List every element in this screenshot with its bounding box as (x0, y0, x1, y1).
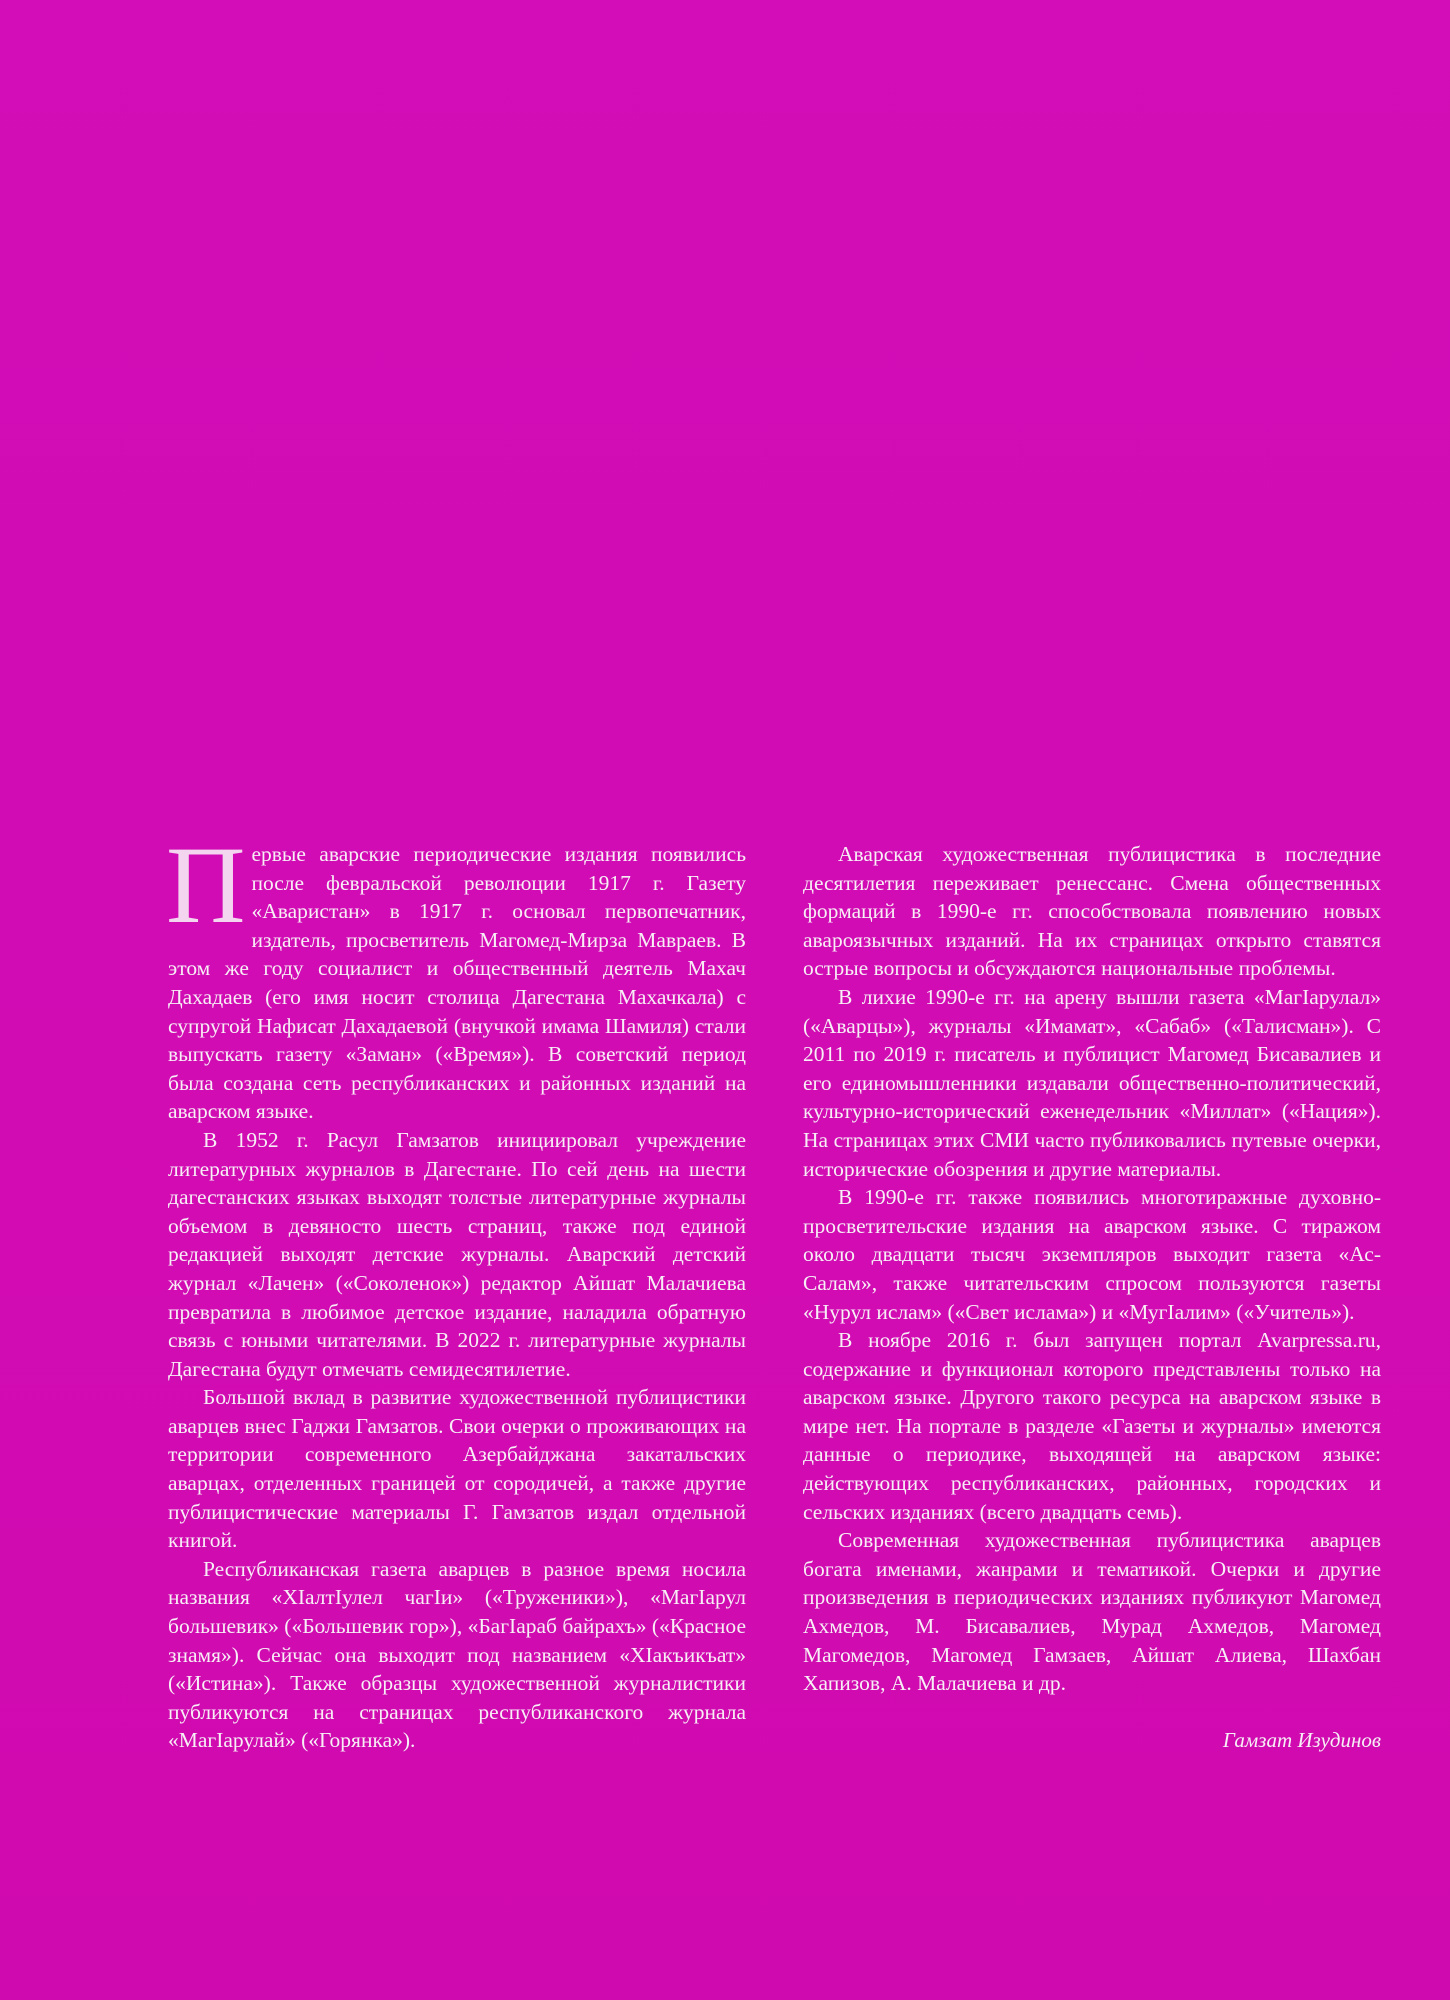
article-columns (166, 824, 1381, 1755)
paragraph: Республиканская газета аварцев в разное время носила названия «ХIалтIулел чагIи» («Труженики»), «МагIарул большевик» («Большевик гор»), «БагIараб байрахъ» («Красное знамя»). Сейчас она выходит под названием «ХIакъикъат» («Истина»). Также образцы художественной журналистики публикуются на страницах республиканского журнала «МагIарулай» («Горянка»). (168, 1556, 746, 1753)
paragraph: В лихие 1990-е гг. на арену вышли газета «МагIарулал» («Аварцы»), журналы «Имамат», «Сабаб» («Талисман»). С 2011 по 2019 г. писатель и публицист Магомед Бисавалиев и его единомышленники издавали общественно-политический, культурно-исторический еженедельник «Миллат» («Нация»). На страницах этих СМИ часто публиковались путевые очерки, исторические обозрения и другие материалы. (803, 984, 1381, 1181)
right-column (803, 840, 1381, 1755)
paragraph-text: ервые аварские периодические издания появились после февральской революции 1917 г. Газету «Аваристан» в 1917 г. основал первопечатник, издатель, просветитель Магомед-Мирза Мавраев. В этом же году социалист и общественный деятель Махач Дахадаев (его имя носит столица Дагестана Махачкала) с супругой Нафисат Дахадаевой (внучкой имама Шамиля) стали выпускать газету «Заман» («Время»). В советский период была создана сеть республиканских и районных изданий на аварском языке. (168, 842, 746, 1124)
paragraph: Большой вклад в развитие художественной публицистики аварцев внес Гаджи Гамзатов. Свои очерки о проживающих на территории современного Азербайджана закатальских аварцах, отделенных границей от сородичей, а также другие публицистические материалы Г. Гамзатов издал отдельной книгой. (168, 1385, 746, 1553)
paragraph: В 1952 г. Расул Гамзатов инициировал учреждение литературных журналов в Дагестане. По сей день на шести дагестанских языках выходят толстые литературные журналы объемом в девяносто шесть страниц, также под единой редакцией выходят детские журналы. Аварский детский журнал «Лачен» («Соколенок») редактор Айшат Малачиева превратила в любимое детское издание, наладила обратную связь с юными читателями. В 2022 г. литературные журналы Дагестана будут отмечать семидесятилетие. (168, 1127, 746, 1381)
paragraph: Современная художественная публицистика аварцев богата именами, жанрами и тематикой. Очерки и другие произведения в периодических изданиях публикуют Магомед Ахмедов, М. Бисавалиев, Мурад Ахмедов, Магомед Магомедов, Магомед Гамзаев, Айшат Алиева, Шахбан Хапизов, А. Малачиева и др. (803, 1528, 1381, 1696)
paragraph: В ноябре 2016 г. был запущен портал Avarpressa.ru, содержание и функционал которого представлены только на аварском языке. Другого такого ресурса на аварском языке в мире нет. На портале в разделе «Газеты и журналы» имеются данные о периодике, выходящей на аварском языке: действующих республиканских, районных, городских и сельских изданиях (всего двадцать семь). (803, 1328, 1381, 1524)
drop-cap: П (166, 824, 246, 946)
author-signature: Гамзат Изудинов (1222, 1727, 1381, 1752)
left-column (166, 824, 746, 1755)
paragraph: Аварская художественная публицистика в последние десятилетия переживает ренессанс. Смена общественных формаций в 1990-е гг. способствовала появлению новых авароязычных изданий. На их страницах открыто ставятся острые вопросы и обсуждаются национальные проблемы. (803, 842, 1381, 981)
paragraph: В 1990-е гг. также появились многотиражные духовно-просветительские издания на аварском языке. С тиражом около двадцати тысяч экземпляров выходит газета «Ас-Салам», также читательским спросом пользуются газеты «Нурул ислам» («Свет ислама») и «МугIалим» («Учитель»). (803, 1185, 1381, 1324)
paragraph (166, 824, 746, 1126)
